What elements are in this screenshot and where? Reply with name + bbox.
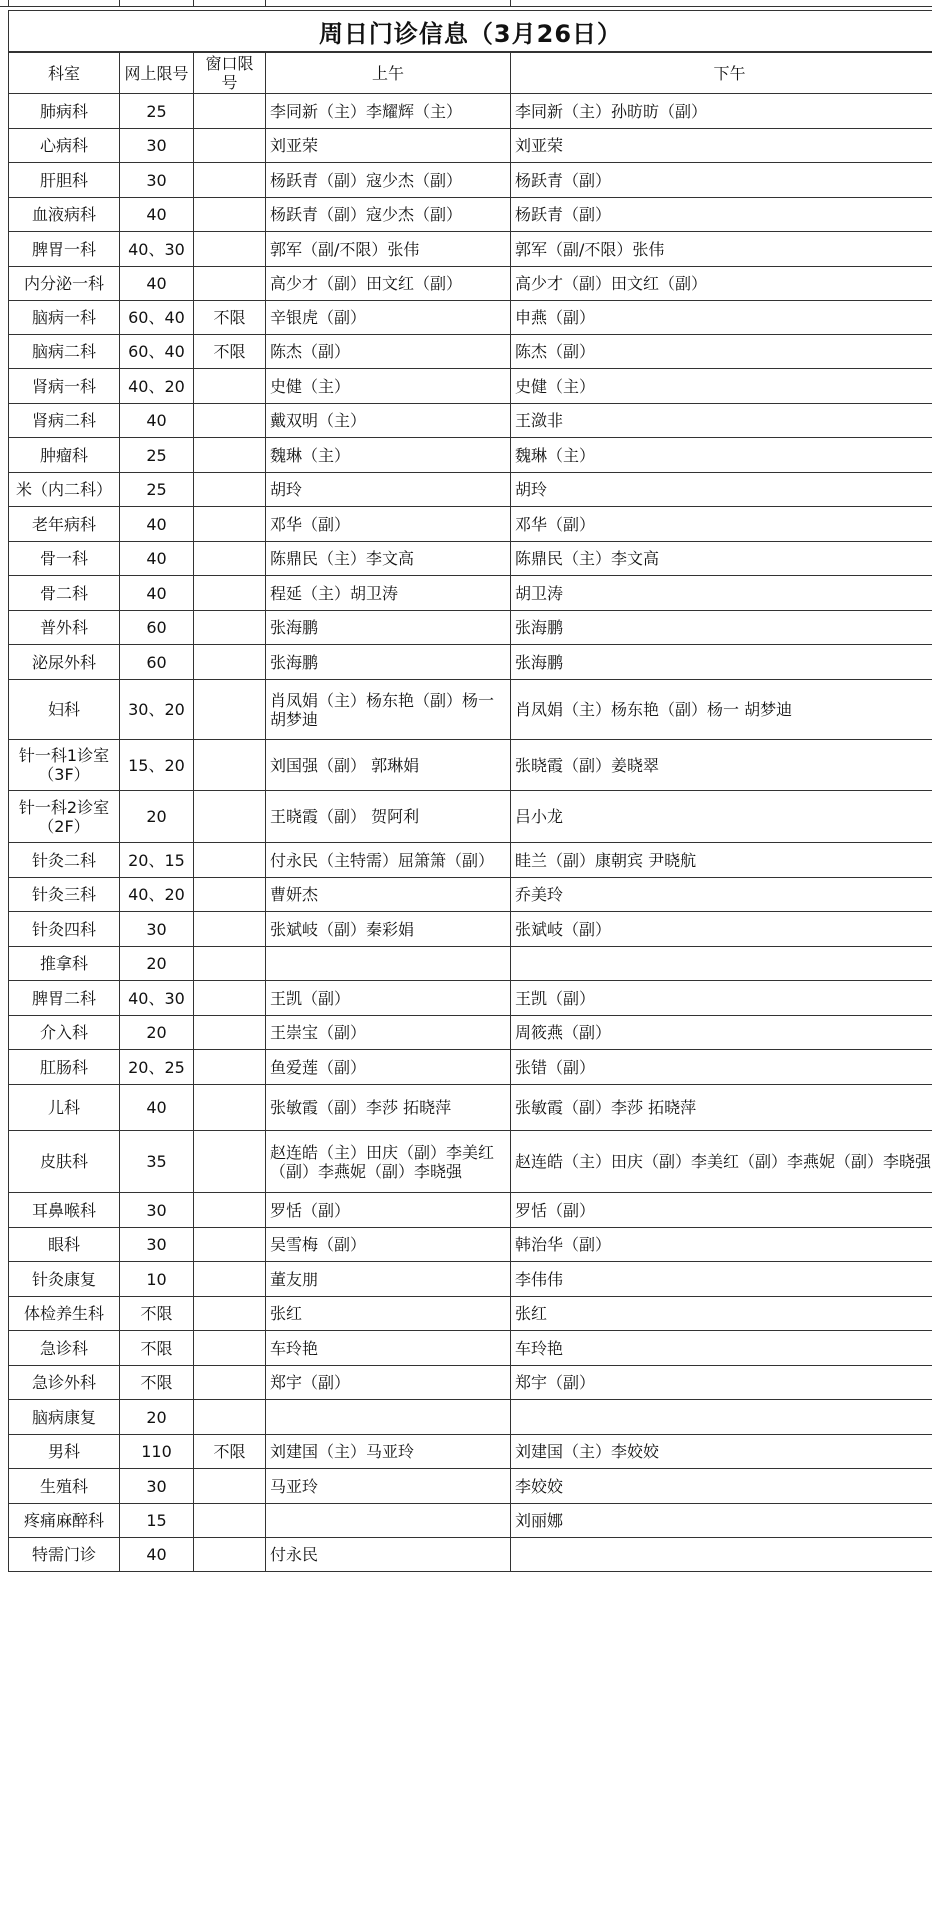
- cell-window-limit: [194, 645, 266, 680]
- table-row: [9, 94, 932, 129]
- cell-afternoon-doctors: 罗恬（副）: [511, 1193, 932, 1228]
- cell-online-limit: 20、15: [120, 843, 194, 878]
- cell-afternoon-doctors: 王凯（副）: [511, 981, 932, 1016]
- cell-afternoon-doctors: 刘亚荣: [511, 129, 932, 163]
- cell-afternoon-doctors: 车玲艳: [511, 1331, 932, 1366]
- clinic-schedule-table: [8, 52, 932, 1572]
- cell-morning-doctors: 邓华（副）: [266, 507, 511, 542]
- cell-morning-doctors: [266, 1504, 511, 1538]
- cell-online-limit: 30: [120, 163, 194, 198]
- table-row: [9, 1469, 932, 1504]
- cell-afternoon-doctors: 张错（副）: [511, 1050, 932, 1085]
- cell-afternoon-doctors: 刘建国（主）李姣姣: [511, 1435, 932, 1469]
- cell-window-limit: [194, 1050, 266, 1085]
- cell-department: 肺病科: [9, 94, 120, 129]
- cell-department: 体检养生科: [9, 1297, 120, 1331]
- cell-morning-doctors: 董友朋: [266, 1262, 511, 1297]
- cell-morning-doctors: 王晓霞（副） 贺阿利: [266, 791, 511, 843]
- cell-morning-doctors: 刘国强（副） 郭琳娟: [266, 740, 511, 791]
- cell-online-limit: 40、30: [120, 981, 194, 1016]
- cell-online-limit: 不限: [120, 1331, 194, 1366]
- cell-afternoon-doctors: 胡玲: [511, 473, 932, 507]
- cell-department: 介入科: [9, 1016, 120, 1050]
- cell-afternoon-doctors: 杨跃青（副）: [511, 198, 932, 232]
- cell-morning-doctors: 辛银虎（副）: [266, 301, 511, 335]
- cell-afternoon-doctors: 张海鹏: [511, 645, 932, 680]
- cell-online-limit: 30: [120, 1193, 194, 1228]
- cell-window-limit: [194, 1297, 266, 1331]
- cell-morning-doctors: 陈杰（副）: [266, 335, 511, 369]
- cell-morning-doctors: 高少才（副）田文红（副）: [266, 267, 511, 301]
- cell-afternoon-doctors: 邓华（副）: [511, 507, 932, 542]
- cell-morning-doctors: 付永民（主特需）屈箫箫（副）: [266, 843, 511, 878]
- cell-online-limit: 40、30: [120, 232, 194, 267]
- cell-window-limit: [194, 129, 266, 163]
- cell-afternoon-doctors: 李姣姣: [511, 1469, 932, 1504]
- cell-window-limit: [194, 232, 266, 267]
- cell-window-limit: [194, 611, 266, 645]
- cell-morning-doctors: 刘建国（主）马亚玲: [266, 1435, 511, 1469]
- cell-online-limit: 110: [120, 1435, 194, 1469]
- cell-afternoon-doctors: 赵连皓（主）田庆（副）李美红（副）李燕妮（副）李晓强: [511, 1131, 932, 1193]
- table-row: [9, 267, 932, 301]
- cell-morning-doctors: 王凯（副）: [266, 981, 511, 1016]
- cell-department: 血液病科: [9, 198, 120, 232]
- cell-department: 针灸二科: [9, 843, 120, 878]
- cell-window-limit: [194, 947, 266, 981]
- cell-window-limit: [194, 740, 266, 791]
- cell-department: 脑病二科: [9, 335, 120, 369]
- page-title: 周日门诊信息（3月26日）: [8, 10, 932, 52]
- cell-morning-doctors: [266, 947, 511, 981]
- column-header-window-limit: 窗口限号: [194, 53, 266, 94]
- cell-department: 男科: [9, 1435, 120, 1469]
- cell-window-limit: [194, 1366, 266, 1400]
- cell-window-limit: [194, 542, 266, 576]
- cell-online-limit: 40、20: [120, 369, 194, 404]
- cell-online-limit: 10: [120, 1262, 194, 1297]
- cell-afternoon-doctors: 杨跃青（副）: [511, 163, 932, 198]
- cell-online-limit: 25: [120, 473, 194, 507]
- cell-window-limit: [194, 198, 266, 232]
- cell-department: 妇科: [9, 680, 120, 740]
- cell-afternoon-doctors: 胡卫涛: [511, 576, 932, 611]
- cell-department: 脑病康复: [9, 1400, 120, 1435]
- table-row: [9, 1050, 932, 1085]
- cell-online-limit: 30: [120, 129, 194, 163]
- cell-department: 耳鼻喉科: [9, 1193, 120, 1228]
- cell-afternoon-doctors: 王潋非: [511, 404, 932, 438]
- cropped-cell: [8, 0, 120, 7]
- cell-morning-doctors: 郭军（副/不限）张伟: [266, 232, 511, 267]
- cell-department: 老年病科: [9, 507, 120, 542]
- column-header-morning: 上午: [266, 53, 511, 94]
- cell-afternoon-doctors: 韩治华（副）: [511, 1228, 932, 1262]
- cell-afternoon-doctors: 申燕（副）: [511, 301, 932, 335]
- cell-afternoon-doctors: 陈鼎民（主）李文高: [511, 542, 932, 576]
- table-row: [9, 981, 932, 1016]
- cell-morning-doctors: 车玲艳: [266, 1331, 511, 1366]
- cell-online-limit: 25: [120, 94, 194, 129]
- cell-online-limit: 60: [120, 611, 194, 645]
- cell-online-limit: 40、20: [120, 878, 194, 912]
- cell-online-limit: 35: [120, 1131, 194, 1193]
- cell-online-limit: 40: [120, 1538, 194, 1572]
- cell-afternoon-doctors: [511, 1400, 932, 1435]
- table-row: [9, 1262, 932, 1297]
- cell-morning-doctors: 杨跃青（副）寇少杰（副）: [266, 163, 511, 198]
- cell-window-limit: 不限: [194, 335, 266, 369]
- cell-department: 骨一科: [9, 542, 120, 576]
- table-row: [9, 198, 932, 232]
- cell-afternoon-doctors: 李伟伟: [511, 1262, 932, 1297]
- cell-morning-doctors: 陈鼎民（主）李文高: [266, 542, 511, 576]
- cell-window-limit: 不限: [194, 301, 266, 335]
- cell-window-limit: [194, 1331, 266, 1366]
- cell-online-limit: 40: [120, 1085, 194, 1131]
- cell-window-limit: [194, 1504, 266, 1538]
- cell-department: 儿科: [9, 1085, 120, 1131]
- cell-online-limit: 30: [120, 912, 194, 947]
- cell-afternoon-doctors: 张红: [511, 1297, 932, 1331]
- cell-window-limit: [194, 369, 266, 404]
- cell-morning-doctors: 史健（主）: [266, 369, 511, 404]
- cell-department: 肝胆科: [9, 163, 120, 198]
- cell-online-limit: 15: [120, 1504, 194, 1538]
- cell-afternoon-doctors: 眭兰（副）康朝宾 尹晓航: [511, 843, 932, 878]
- cell-afternoon-doctors: [511, 1538, 932, 1572]
- cell-online-limit: 20: [120, 791, 194, 843]
- table-row: [9, 1228, 932, 1262]
- table-row: [9, 1435, 932, 1469]
- table-row: [9, 1193, 932, 1228]
- cell-morning-doctors: 肖凤娟（主）杨东艳（副）杨一 胡梦迪: [266, 680, 511, 740]
- cell-online-limit: 不限: [120, 1366, 194, 1400]
- cell-department: 心病科: [9, 129, 120, 163]
- cell-afternoon-doctors: [511, 947, 932, 981]
- cell-afternoon-doctors: 高少才（副）田文红（副）: [511, 267, 932, 301]
- cell-window-limit: 不限: [194, 1435, 266, 1469]
- column-header-afternoon: 下午: [511, 53, 932, 94]
- table-row: [9, 878, 932, 912]
- cell-window-limit: [194, 163, 266, 198]
- cell-department: 针一科2诊室（2F）: [9, 791, 120, 843]
- cell-department: 皮肤科: [9, 1131, 120, 1193]
- cell-online-limit: 20: [120, 947, 194, 981]
- cell-department: 脾胃一科: [9, 232, 120, 267]
- cell-department: 急诊科: [9, 1331, 120, 1366]
- cell-window-limit: [194, 473, 266, 507]
- cell-department: 脾胃二科: [9, 981, 120, 1016]
- cell-department: 生殖科: [9, 1469, 120, 1504]
- cell-online-limit: 20: [120, 1016, 194, 1050]
- cell-morning-doctors: 程延（主）胡卫涛: [266, 576, 511, 611]
- cell-afternoon-doctors: 张斌岐（副）: [511, 912, 932, 947]
- cell-department: 肛肠科: [9, 1050, 120, 1085]
- cell-window-limit: [194, 94, 266, 129]
- table-row: [9, 129, 932, 163]
- cell-department: 针灸四科: [9, 912, 120, 947]
- cell-afternoon-doctors: 刘丽娜: [511, 1504, 932, 1538]
- cell-window-limit: [194, 1228, 266, 1262]
- cell-afternoon-doctors: 李同新（主）孙昉昉（副）: [511, 94, 932, 129]
- cell-morning-doctors: 张斌岐（副）秦彩娟: [266, 912, 511, 947]
- cell-afternoon-doctors: 周筱燕（副）: [511, 1016, 932, 1050]
- cell-morning-doctors: 张敏霞（副）李莎 拓晓萍: [266, 1085, 511, 1131]
- cell-online-limit: 30: [120, 1228, 194, 1262]
- cell-morning-doctors: 赵连皓（主）田庆（副）李美红（副）李燕妮（副）李晓强: [266, 1131, 511, 1193]
- cell-window-limit: [194, 267, 266, 301]
- table-row: [9, 438, 932, 473]
- table-row: [9, 791, 932, 843]
- cell-window-limit: [194, 1193, 266, 1228]
- cell-morning-doctors: 曹妍杰: [266, 878, 511, 912]
- cell-department: 骨二科: [9, 576, 120, 611]
- table-row: [9, 740, 932, 791]
- cell-online-limit: 60、40: [120, 335, 194, 369]
- table-row: [9, 232, 932, 267]
- table-row: [9, 576, 932, 611]
- cell-window-limit: [194, 912, 266, 947]
- cell-online-limit: 30: [120, 1469, 194, 1504]
- table-row: [9, 1131, 932, 1193]
- table-row: [9, 542, 932, 576]
- cell-window-limit: [194, 1085, 266, 1131]
- table-row: [9, 1400, 932, 1435]
- table-row: [9, 369, 932, 404]
- cell-window-limit: [194, 680, 266, 740]
- table-row: [9, 645, 932, 680]
- cell-department: 特需门诊: [9, 1538, 120, 1572]
- cell-morning-doctors: 张海鹏: [266, 645, 511, 680]
- cell-department: 针灸三科: [9, 878, 120, 912]
- table-row: [9, 1366, 932, 1400]
- cell-window-limit: [194, 576, 266, 611]
- cell-window-limit: [194, 1262, 266, 1297]
- cell-online-limit: 40: [120, 198, 194, 232]
- cell-online-limit: 不限: [120, 1297, 194, 1331]
- cell-morning-doctors: 胡玲: [266, 473, 511, 507]
- cell-department: 针灸康复: [9, 1262, 120, 1297]
- cell-window-limit: [194, 791, 266, 843]
- cell-department: 针一科1诊室（3F）: [9, 740, 120, 791]
- table-row: [9, 912, 932, 947]
- cell-window-limit: [194, 1016, 266, 1050]
- cropped-cell: [193, 0, 266, 7]
- cell-window-limit: [194, 507, 266, 542]
- table-row: [9, 404, 932, 438]
- cell-afternoon-doctors: 陈杰（副）: [511, 335, 932, 369]
- table-row: [9, 1297, 932, 1331]
- cell-department: 脑病一科: [9, 301, 120, 335]
- cell-online-limit: 40: [120, 576, 194, 611]
- table-row: [9, 335, 932, 369]
- table-row: [9, 843, 932, 878]
- cell-afternoon-doctors: 肖凤娟（主）杨东艳（副）杨一 胡梦迪: [511, 680, 932, 740]
- cell-morning-doctors: 罗恬（副）: [266, 1193, 511, 1228]
- cell-department: 米（内二科）: [9, 473, 120, 507]
- cell-online-limit: 15、20: [120, 740, 194, 791]
- cell-department: 推拿科: [9, 947, 120, 981]
- cell-online-limit: 20: [120, 1400, 194, 1435]
- cell-afternoon-doctors: 张敏霞（副）李莎 拓晓萍: [511, 1085, 932, 1131]
- cell-window-limit: [194, 438, 266, 473]
- cell-morning-doctors: 戴双明（主）: [266, 404, 511, 438]
- table-row: [9, 611, 932, 645]
- cell-department: 内分泌一科: [9, 267, 120, 301]
- cell-morning-doctors: 李同新（主）李耀辉（主）: [266, 94, 511, 129]
- cell-department: 眼科: [9, 1228, 120, 1262]
- table-row: [9, 1538, 932, 1572]
- cell-morning-doctors: 郑宇（副）: [266, 1366, 511, 1400]
- cell-morning-doctors: 王崇宝（副）: [266, 1016, 511, 1050]
- cell-window-limit: [194, 404, 266, 438]
- table-row: [9, 1085, 932, 1131]
- cropped-cell: [510, 0, 932, 7]
- cell-window-limit: [194, 843, 266, 878]
- cell-afternoon-doctors: 郭军（副/不限）张伟: [511, 232, 932, 267]
- cell-afternoon-doctors: 史健（主）: [511, 369, 932, 404]
- cell-morning-doctors: 张红: [266, 1297, 511, 1331]
- cell-online-limit: 30、20: [120, 680, 194, 740]
- cell-afternoon-doctors: 魏琳（主）: [511, 438, 932, 473]
- cell-online-limit: 40: [120, 507, 194, 542]
- cell-online-limit: 60、40: [120, 301, 194, 335]
- table-row: [9, 473, 932, 507]
- cell-department: 疼痛麻醉科: [9, 1504, 120, 1538]
- cell-morning-doctors: 刘亚荣: [266, 129, 511, 163]
- cell-morning-doctors: 张海鹏: [266, 611, 511, 645]
- table-header-row: [9, 53, 932, 94]
- cell-department: 普外科: [9, 611, 120, 645]
- cell-window-limit: [194, 1400, 266, 1435]
- cell-window-limit: [194, 1469, 266, 1504]
- cell-afternoon-doctors: 吕小龙: [511, 791, 932, 843]
- cell-afternoon-doctors: 乔美玲: [511, 878, 932, 912]
- cell-online-limit: 20、25: [120, 1050, 194, 1085]
- table-row: [9, 163, 932, 198]
- cell-afternoon-doctors: 张海鹏: [511, 611, 932, 645]
- cell-online-limit: 40: [120, 267, 194, 301]
- cell-department: 急诊外科: [9, 1366, 120, 1400]
- cell-morning-doctors: 鱼爱莲（副）: [266, 1050, 511, 1085]
- cell-window-limit: [194, 981, 266, 1016]
- cell-online-limit: 40: [120, 404, 194, 438]
- cell-department: 肾病二科: [9, 404, 120, 438]
- table-row: [9, 947, 932, 981]
- cell-morning-doctors: [266, 1400, 511, 1435]
- cell-afternoon-doctors: 郑宇（副）: [511, 1366, 932, 1400]
- cropped-top-row: [0, 0, 932, 10]
- table-row: [9, 507, 932, 542]
- table-row: [9, 301, 932, 335]
- cell-morning-doctors: 杨跃青（副）寇少杰（副）: [266, 198, 511, 232]
- cell-window-limit: [194, 878, 266, 912]
- cell-window-limit: [194, 1538, 266, 1572]
- cell-online-limit: 40: [120, 542, 194, 576]
- cell-department: 肿瘤科: [9, 438, 120, 473]
- cropped-cell: [119, 0, 194, 7]
- cell-afternoon-doctors: 张晓霞（副）姜晓翠: [511, 740, 932, 791]
- column-header-department: 科室: [9, 53, 120, 94]
- cell-morning-doctors: 吴雪梅（副）: [266, 1228, 511, 1262]
- cell-online-limit: 60: [120, 645, 194, 680]
- table-row: [9, 1504, 932, 1538]
- cell-online-limit: 25: [120, 438, 194, 473]
- table-row: [9, 680, 932, 740]
- cell-morning-doctors: 马亚玲: [266, 1469, 511, 1504]
- cell-department: 泌尿外科: [9, 645, 120, 680]
- table-row: [9, 1016, 932, 1050]
- cell-morning-doctors: 魏琳（主）: [266, 438, 511, 473]
- column-header-online-limit: 网上限号: [120, 53, 194, 94]
- cell-window-limit: [194, 1131, 266, 1193]
- table-row: [9, 1331, 932, 1366]
- cropped-cell: [265, 0, 511, 7]
- cell-department: 肾病一科: [9, 369, 120, 404]
- cell-morning-doctors: 付永民: [266, 1538, 511, 1572]
